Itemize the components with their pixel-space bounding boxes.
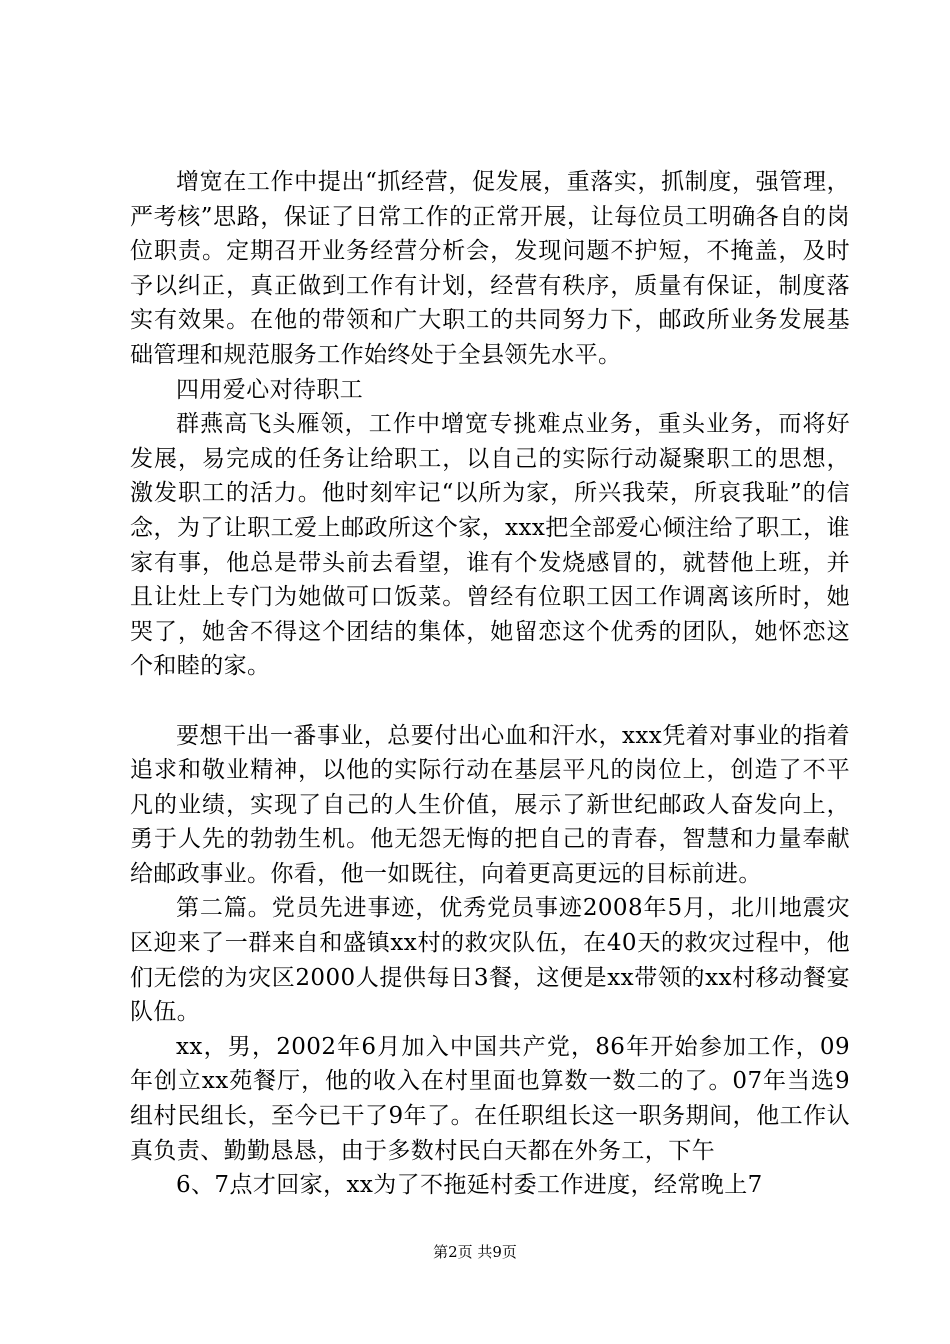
document-body: [130, 165, 850, 1203]
paragraph-conclusion: 要想干出一番事业，总要付出心血和汗水，xxx凭着对事业的指着追求和敬业精神，以他的实际行动在基层平凡的岗位上，创造了不平凡的业绩，实现了自己的人生价值，展示了新世纪邮政人奋发向上，勇于人先的勃勃生机。他无怨无悔的把自己的青春，智慧和力量奉献给邮政事业。你看，他一如既往，向着更高更远的目标前进。: [130, 722, 850, 887]
page-footer: [0, 1242, 950, 1262]
paragraph-management: 增宽在工作中提出“抓经营，促发展，重落实，抓制度，强管理，严考核”思路，保证了日常工作的正常开展，让每位员工明确各自的岗位职责。定期召开业务经营分析会，发现问题不护短，不掩盖，及时予以纠正，真正做到工作有计划，经营有秩序，质量有保证，制度落实有效果。在他的带领和广大职工的共同努力下，邮政所业务发展基础管理和规范服务工作始终处于全县领先水平。: [130, 169, 850, 368]
paragraph-continuation: 6、7点才回家，xx为了不拖延村委工作进度，经常晚上7: [176, 1172, 763, 1199]
paragraph-second-article-intro: 第二篇。党员先进事迹，优秀党员事迹2008年5月，北川地震灾区迎来了一群来自和盛镇xx村的救灾队伍，在40天的救灾过程中，他们无偿的为灾区2000人提供每日3餐，这便是xx带领的xx村移动餐宴队伍。: [130, 895, 850, 1026]
paragraph-care-for-staff: 群燕高飞头雁领，工作中增宽专挑难点业务，重头业务，而将好发展，易完成的任务让给职工，以自己的实际行动凝聚职工的思想，激发职工的活力。他时刻牢记“以所为家，所兴我荣，所哀我耻”的信念，为了让职工爱上邮政所这个家，xxx把全部爱心倾注给了职工，谁家有事，他总是带头前去看望，谁有个发烧感冒的，就替他上班，并且让灶上专门为她做可口饭菜。曾经有位职工因工作调离该所时，她哭了，她舍不得这个团结的集体，她留恋这个优秀的团队，她怀恋这个和睦的家。: [130, 411, 850, 680]
page-number-label: 第2页 共9页: [433, 1243, 517, 1261]
section-heading-care-for-staff: 四用爱心对待职工: [176, 376, 364, 403]
paragraph-profile: xx，男，2002年6月加入中国共产党，86年开始参加工作，09年创立xx苑餐厅，他的收入在村里面也算数一数二的了。07年当选9组村民组长，至今已干了9年了。在任职组长这一职务期间，他工作认真负责、勤勤恳恳，由于多数村民白天都在外务工，下午: [130, 1033, 850, 1164]
